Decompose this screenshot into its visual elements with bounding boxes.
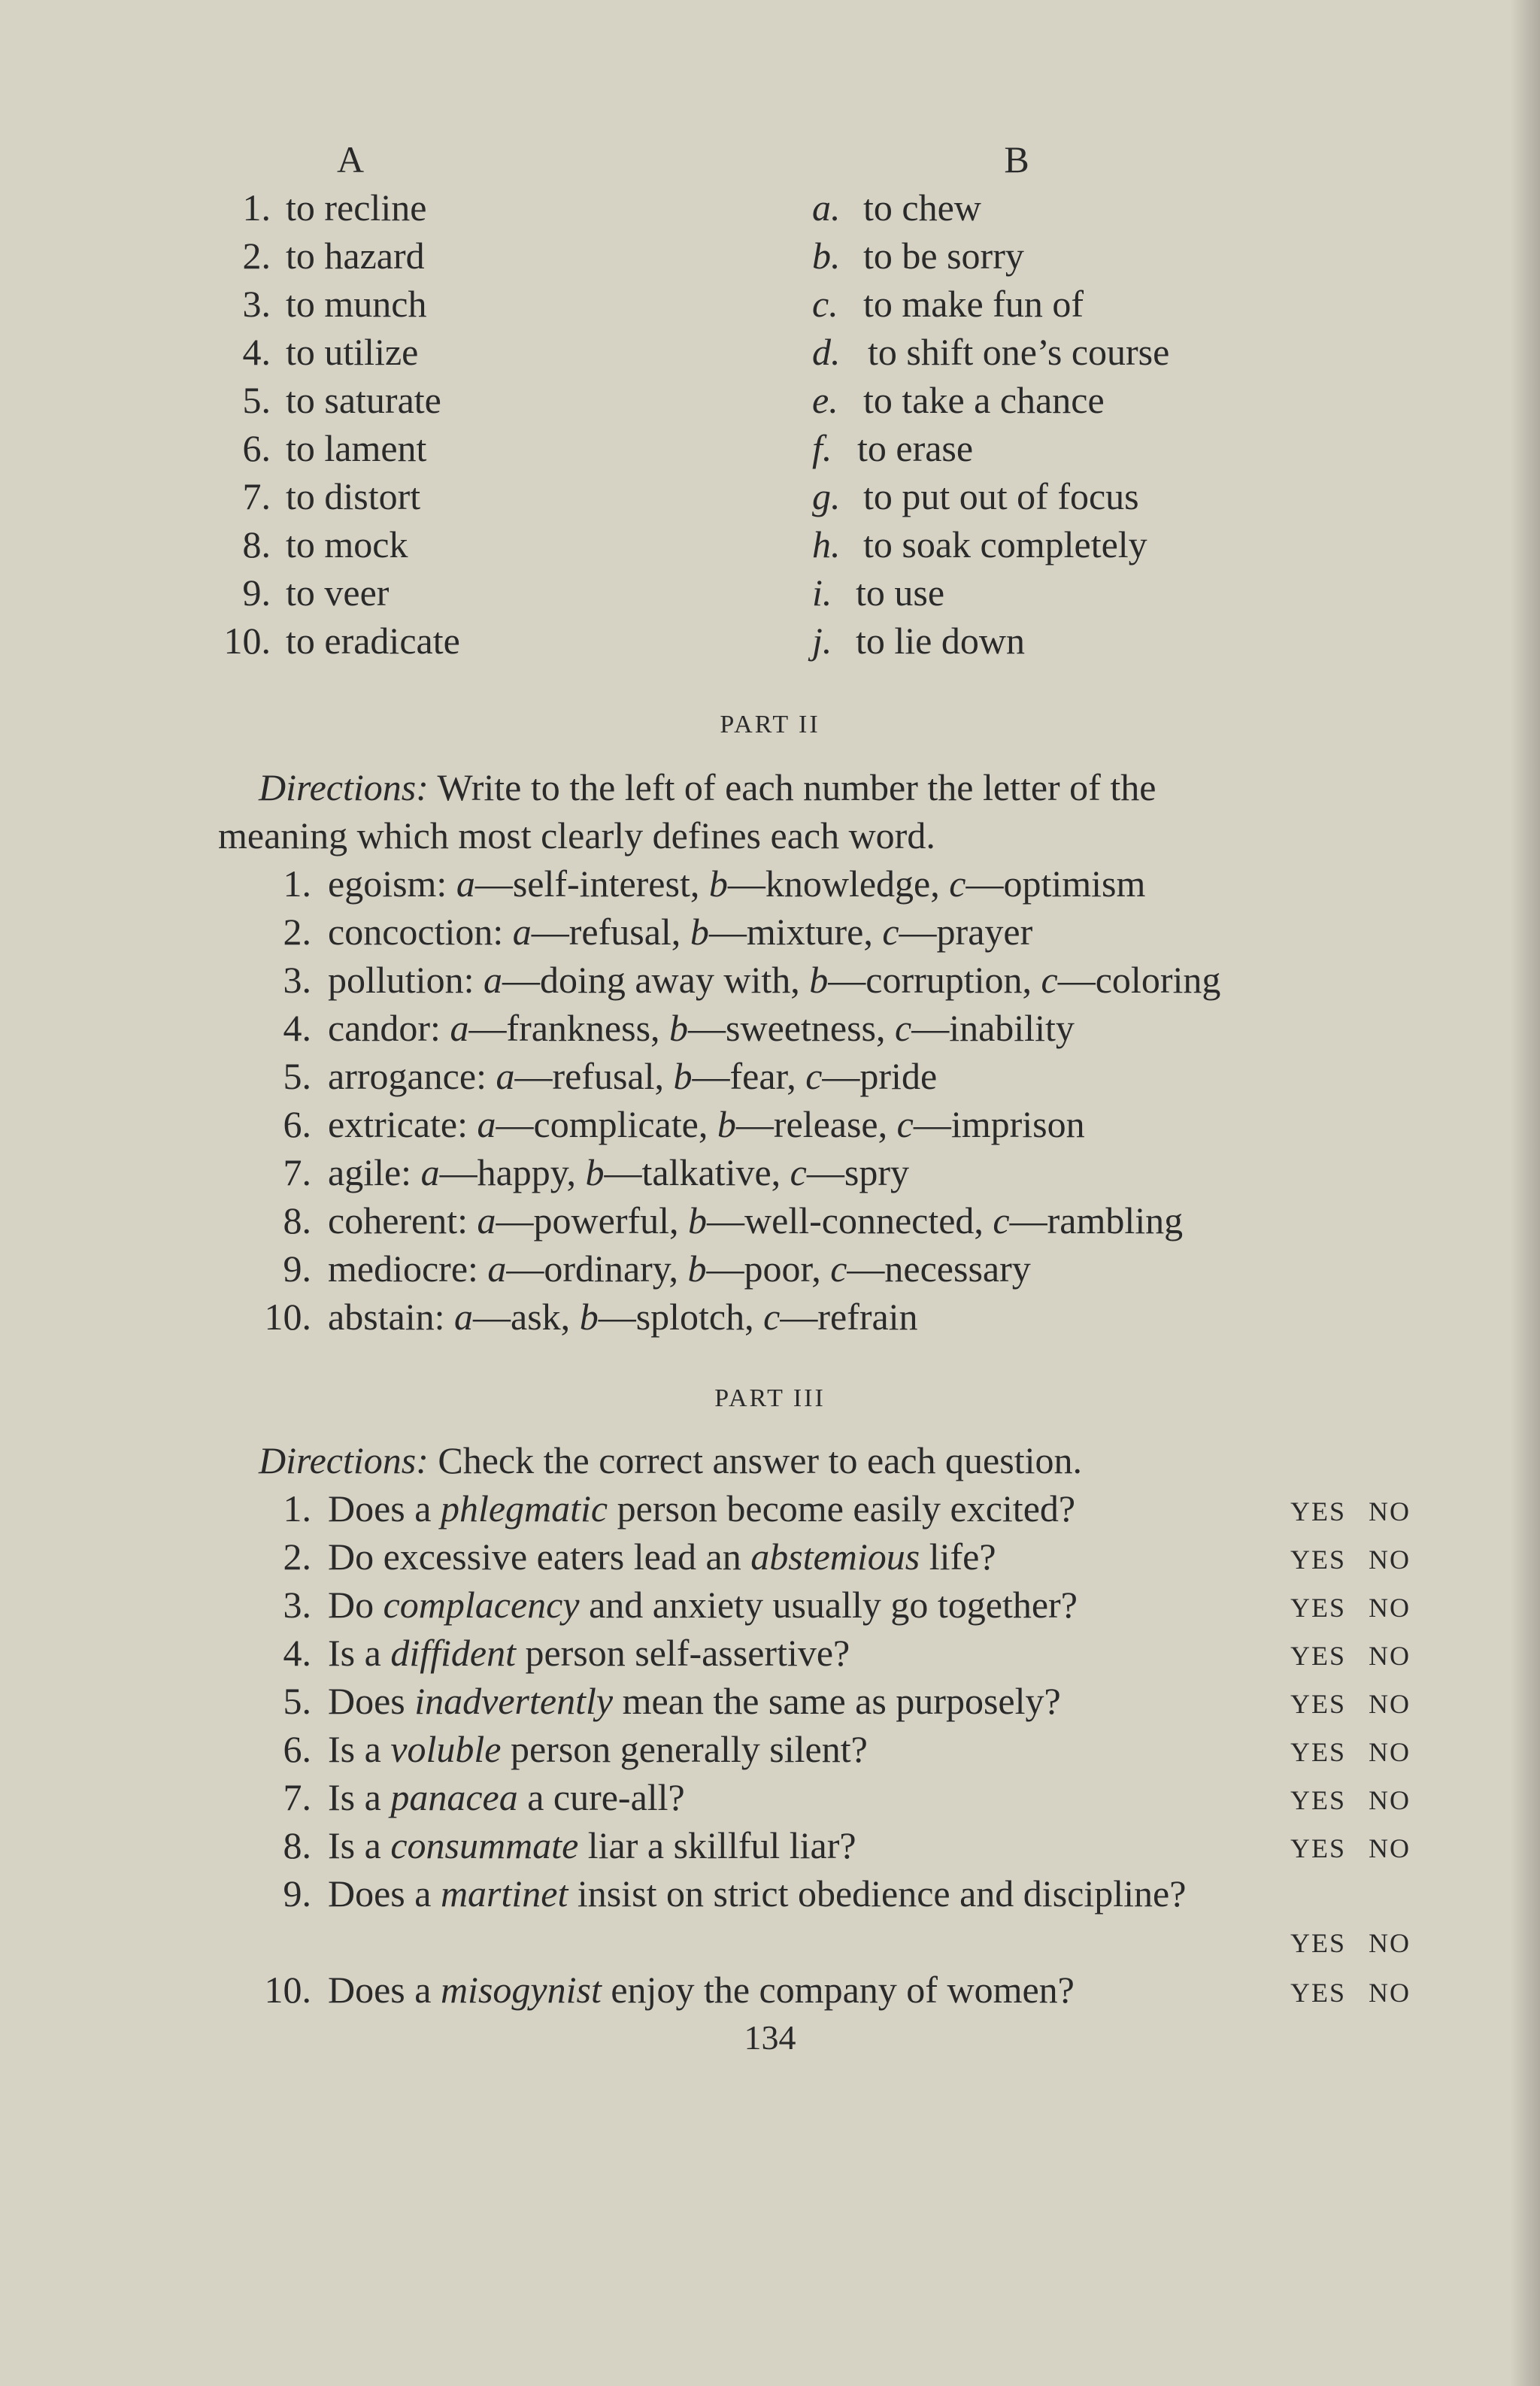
- item-letter: j.: [812, 620, 832, 662]
- item-word: mediocre:: [328, 1248, 478, 1290]
- yes-option[interactable]: YES: [1290, 1545, 1347, 1575]
- item-text: to soak completely: [863, 523, 1147, 565]
- item-text: to utilize: [286, 331, 419, 373]
- question-pre: Does a: [328, 1969, 432, 2011]
- no-option[interactable]: NO: [1369, 1641, 1411, 1671]
- question-term: diffident: [390, 1632, 516, 1674]
- item-number: 3.: [242, 283, 271, 325]
- item-text: to erase: [857, 427, 974, 469]
- question-text: [328, 1725, 868, 1773]
- option-c: necessary: [884, 1248, 1031, 1290]
- item-letter: a.: [812, 186, 841, 229]
- option-a: complicate,: [533, 1103, 708, 1145]
- directions-label: Directions:: [259, 1439, 429, 1481]
- item-text: candor: a—frankness, b—sweetness, c—inability: [328, 1007, 1075, 1049]
- item-word: extricate:: [328, 1103, 468, 1145]
- option-a: ask,: [511, 1296, 571, 1338]
- item-text: to munch: [286, 283, 427, 325]
- item-text: coherent: a—powerful, b—well-connected, c—rambling: [328, 1199, 1184, 1242]
- item-text: to hazard: [286, 235, 425, 277]
- yes-option[interactable]: YES: [1290, 1928, 1347, 1958]
- no-option[interactable]: NO: [1369, 1689, 1411, 1719]
- question-post: and anxiety usually go together?: [589, 1584, 1078, 1626]
- option-a: happy,: [477, 1151, 577, 1193]
- item-number: 1.: [283, 863, 311, 905]
- yes-option[interactable]: YES: [1290, 1689, 1347, 1719]
- item-number: 10.: [264, 1969, 311, 2011]
- option-b: well-connected,: [744, 1199, 984, 1242]
- item-text: to saturate: [286, 379, 441, 421]
- option-a: doing away with,: [539, 959, 800, 1001]
- item-letter: c.: [812, 283, 838, 325]
- item-number: 6.: [283, 1728, 311, 1770]
- item-number: 4.: [242, 331, 271, 373]
- question-post: person generally silent?: [510, 1728, 868, 1770]
- question-text: [328, 1773, 685, 1821]
- item-text: to mock: [286, 523, 408, 565]
- option-b: sweetness,: [726, 1007, 886, 1049]
- item-text: to shift one’s course: [868, 331, 1170, 373]
- item-number: 2.: [283, 1536, 311, 1578]
- option-c: inability: [949, 1007, 1075, 1049]
- question-text: [328, 1484, 1075, 1533]
- option-c: prayer: [936, 911, 1033, 953]
- question-post: person self-assertive?: [525, 1632, 850, 1674]
- question-text: [328, 1821, 856, 1869]
- yes-option[interactable]: YES: [1290, 1641, 1347, 1671]
- option-b: corruption,: [865, 959, 1032, 1001]
- item-text: pollution: a—doing away with, b—corruption, c—coloring: [328, 959, 1221, 1001]
- item-text: to put out of focus: [863, 475, 1139, 517]
- option-c: rambling: [1047, 1199, 1184, 1242]
- question-term: martinet: [440, 1872, 568, 1915]
- option-a: refusal,: [568, 911, 681, 953]
- yes-option[interactable]: YES: [1290, 1737, 1347, 1767]
- question-text: [328, 1869, 1186, 1918]
- option-c: imprison: [950, 1103, 1085, 1145]
- question-pre: Does a: [328, 1872, 432, 1915]
- column-b-header: B: [1004, 138, 1029, 180]
- yes-option[interactable]: YES: [1290, 1978, 1347, 2008]
- item-text: to lie down: [856, 620, 1025, 662]
- question-post: insist on strict obedience and discipline?: [577, 1872, 1187, 1915]
- option-b: fear,: [729, 1055, 796, 1097]
- item-number: 5.: [283, 1055, 311, 1097]
- item-word: concoction:: [328, 911, 504, 953]
- yes-option[interactable]: YES: [1290, 1496, 1347, 1526]
- directions-label: Directions:: [259, 766, 429, 808]
- item-letter: i.: [812, 571, 832, 614]
- option-c: pride: [859, 1055, 938, 1097]
- question-text: [328, 1677, 1061, 1725]
- part-3-heading: PART III: [714, 1384, 826, 1412]
- column-a-header: A: [336, 138, 365, 180]
- item-number: 7.: [283, 1776, 311, 1818]
- item-text: to eradicate: [286, 620, 460, 662]
- item-number: 9.: [283, 1872, 311, 1915]
- item-letter: f.: [812, 427, 832, 469]
- question-post: a cure-all?: [527, 1776, 685, 1818]
- no-option[interactable]: NO: [1369, 1928, 1411, 1958]
- no-option[interactable]: NO: [1369, 1545, 1411, 1575]
- option-a: refusal,: [552, 1055, 665, 1097]
- item-text: to make fun of: [863, 283, 1084, 325]
- yes-option[interactable]: YES: [1290, 1785, 1347, 1815]
- option-b: knowledge,: [765, 863, 940, 905]
- directions-text: Write to the left of each number the letter of the: [437, 766, 1157, 808]
- item-number: 10.: [264, 1296, 311, 1338]
- item-text: to be sorry: [863, 235, 1024, 277]
- item-text: extricate: a—complicate, b—release, c—imprison: [328, 1103, 1085, 1145]
- question-post: life?: [929, 1536, 996, 1578]
- question-pre: Is a: [328, 1824, 381, 1866]
- item-number: 3.: [283, 1584, 311, 1626]
- no-option[interactable]: NO: [1369, 1737, 1411, 1767]
- question-text: [328, 1533, 996, 1581]
- item-number: 5.: [283, 1680, 311, 1722]
- option-b: release,: [773, 1103, 888, 1145]
- question-pre: Is a: [328, 1776, 381, 1818]
- item-number: 6.: [242, 427, 271, 469]
- question-pre: Is a: [328, 1728, 381, 1770]
- question-term: abstemious: [750, 1536, 920, 1578]
- option-b: splotch,: [635, 1296, 754, 1338]
- item-text: to distort: [286, 475, 421, 517]
- item-word: agile:: [328, 1151, 412, 1193]
- no-option[interactable]: NO: [1369, 1785, 1411, 1815]
- item-word: egoism:: [328, 863, 447, 905]
- no-option[interactable]: NO: [1369, 1496, 1411, 1526]
- item-text: arrogance: a—refusal, b—fear, c—pride: [328, 1055, 938, 1097]
- item-text: egoism: a—self-interest, b—knowledge, c—optimism: [328, 863, 1146, 905]
- item-word: candor:: [328, 1007, 441, 1049]
- option-b: poor,: [744, 1248, 821, 1290]
- item-word: pollution:: [328, 959, 474, 1001]
- item-text: to lament: [286, 427, 427, 469]
- question-pre: Is a: [328, 1632, 381, 1674]
- question-pre: Do excessive eaters lead an: [328, 1536, 741, 1578]
- question-text: [328, 1629, 850, 1677]
- part-2-heading: PART II: [720, 711, 820, 738]
- item-number: 8.: [242, 523, 271, 565]
- item-text: concoction: a—refusal, b—mixture, c—prayer: [328, 911, 1033, 953]
- question-pre: Does: [328, 1680, 405, 1722]
- item-number: 7.: [283, 1151, 311, 1193]
- item-number: 4.: [283, 1007, 311, 1049]
- no-option[interactable]: NO: [1369, 1833, 1411, 1863]
- question-term: voluble: [390, 1728, 502, 1770]
- option-a: ordinary,: [544, 1248, 679, 1290]
- no-option[interactable]: NO: [1369, 1593, 1411, 1623]
- item-letter: d.: [812, 331, 841, 373]
- item-number: 5.: [242, 379, 271, 421]
- option-c: coloring: [1095, 959, 1221, 1001]
- option-c: optimism: [1003, 863, 1146, 905]
- item-word: coherent:: [328, 1199, 468, 1242]
- question-term: panacea: [390, 1776, 518, 1818]
- item-number: 7.: [242, 475, 271, 517]
- part-3-directions: [259, 1436, 1082, 1484]
- item-number: 6.: [283, 1103, 311, 1145]
- question-post: person become easily excited?: [617, 1487, 1076, 1530]
- question-term: phlegmatic: [440, 1487, 608, 1530]
- option-c: spry: [844, 1151, 909, 1193]
- item-number: 9.: [242, 571, 271, 614]
- yes-option[interactable]: YES: [1290, 1833, 1347, 1863]
- option-b: talkative,: [641, 1151, 781, 1193]
- directions-text: Check the correct answer to each question.: [438, 1439, 1082, 1481]
- item-word: arrogance:: [328, 1055, 487, 1097]
- item-word: abstain:: [328, 1296, 445, 1338]
- item-text: to use: [856, 571, 945, 614]
- item-letter: h.: [812, 523, 841, 565]
- item-text: to recline: [286, 186, 427, 229]
- item-text: mediocre: a—ordinary, b—poor, c—necessary: [328, 1248, 1031, 1290]
- question-post: mean the same as purposely?: [622, 1680, 1061, 1722]
- question-pre: Do: [328, 1584, 374, 1626]
- item-number: 1.: [242, 186, 271, 229]
- question-text: [328, 1581, 1078, 1629]
- question-term: misogynist: [440, 1969, 602, 2011]
- item-letter: g.: [812, 475, 841, 517]
- no-option[interactable]: NO: [1369, 1978, 1411, 2008]
- item-number: 3.: [283, 959, 311, 1001]
- item-number: 9.: [283, 1248, 311, 1290]
- page-number: 134: [744, 2018, 796, 2057]
- item-number: 1.: [283, 1487, 311, 1530]
- question-post: liar a skillful liar?: [587, 1824, 856, 1866]
- item-text: to take a chance: [863, 379, 1105, 421]
- item-text: agile: a—happy, b—talkative, c—spry: [328, 1151, 909, 1193]
- option-a: powerful,: [533, 1199, 679, 1242]
- yes-option[interactable]: YES: [1290, 1593, 1347, 1623]
- part-2-directions-line2: meaning which most clearly defines each word.: [218, 814, 935, 856]
- item-number: 4.: [283, 1632, 311, 1674]
- question-term: complacency: [383, 1584, 580, 1626]
- item-text: abstain: a—ask, b—splotch, c—refrain: [328, 1296, 918, 1338]
- item-letter: b.: [812, 235, 841, 277]
- item-number: 2.: [242, 235, 271, 277]
- item-letter: e.: [812, 379, 838, 421]
- option-b: mixture,: [746, 911, 873, 953]
- question-post: enjoy the company of women?: [611, 1969, 1075, 2011]
- question-text: [328, 1966, 1075, 2014]
- item-text: to veer: [286, 571, 390, 614]
- part-2-directions-line1: [259, 763, 1156, 811]
- item-number: 8.: [283, 1824, 311, 1866]
- question-term: consummate: [390, 1824, 579, 1866]
- item-number: 10.: [223, 620, 271, 662]
- question-pre: Does a: [328, 1487, 432, 1530]
- option-a: self-interest,: [512, 863, 700, 905]
- item-number: 2.: [283, 911, 311, 953]
- item-number: 8.: [283, 1199, 311, 1242]
- item-text: to chew: [863, 186, 981, 229]
- option-a: frankness,: [506, 1007, 660, 1049]
- question-term: inadvertently: [414, 1680, 614, 1722]
- option-c: refrain: [817, 1296, 918, 1338]
